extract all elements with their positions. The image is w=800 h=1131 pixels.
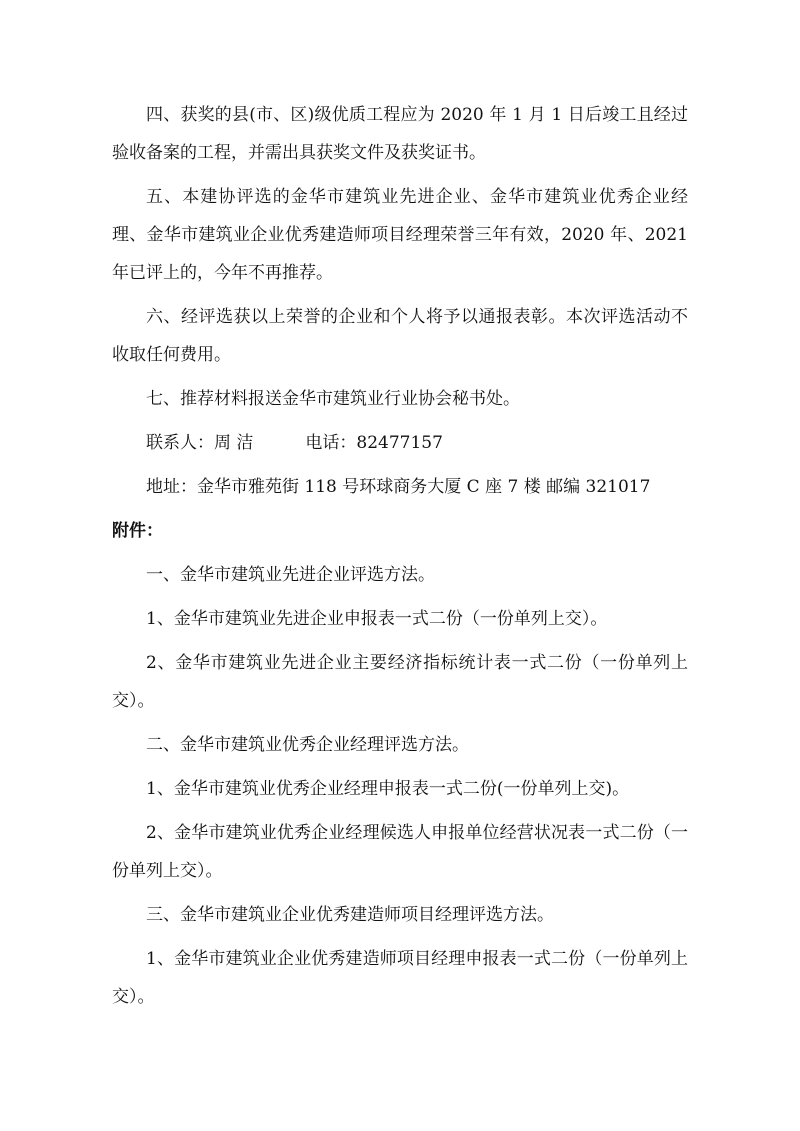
paragraph-honor-validity: 五、本建协评选的金华市建筑业先进企业、金华市建筑业优秀企业经理、金华市建筑业企业优秀建造师项目经理荣誉三年有效，2020 年、2021 年已评上的，今年不再推荐。 bbox=[112, 187, 688, 283]
attachment-item: 二、金华市建筑业优秀企业经理评选方法。 bbox=[146, 735, 469, 755]
attachment-item: 2、金华市建筑业优秀企业经理候选人申报单位经营状况表一式二份（一份单列上交）。 bbox=[112, 823, 688, 881]
contact-line bbox=[112, 424, 688, 462]
paragraph-submission: 七、推荐材料报送金华市建筑业行业协会秘书处。 bbox=[146, 389, 520, 409]
paragraph-award-requirement: 四、获奖的县(市、区)级优质工程应为 2020 年 1 月 1 日后竣工且经过验收备案的工程，并需出具获奖文件及获奖证书。 bbox=[112, 105, 688, 163]
attachment-item: 1、金华市建筑业企业优秀建造师项目经理申报表一式二份（一份单列上交）。 bbox=[112, 949, 688, 1007]
contact-address: 地址：金华市雅苑街 118 号环球商务大厦 C 座 7 楼 邮编 321017 bbox=[146, 477, 651, 497]
attachment-item: 三、金华市建筑业企业优秀建造师项目经理评选方法。 bbox=[146, 905, 554, 925]
paragraph-commendation: 六、经评选获以上荣誉的企业和个人将予以通报表彰。本次评选活动不收取任何费用。 bbox=[112, 307, 688, 365]
attachment-item: 1、金华市建筑业先进企业申报表一式二份（一份单列上交）。 bbox=[146, 609, 608, 629]
contact-phone: 电话：82477157 bbox=[305, 433, 443, 453]
document-body bbox=[112, 96, 688, 1022]
contact-person: 联系人：周 洁 bbox=[146, 433, 254, 453]
attachment-item: 一、金华市建筑业先进企业评选方法。 bbox=[146, 565, 435, 585]
attachment-item: 1、金华市建筑业优秀企业经理申报表一式二份(一份单列上交)。 bbox=[146, 779, 630, 799]
attachments-heading: 附件： bbox=[112, 521, 163, 541]
attachment-item: 2、金华市建筑业先进企业主要经济指标统计表一式二份（一份单列上交）。 bbox=[112, 653, 688, 711]
